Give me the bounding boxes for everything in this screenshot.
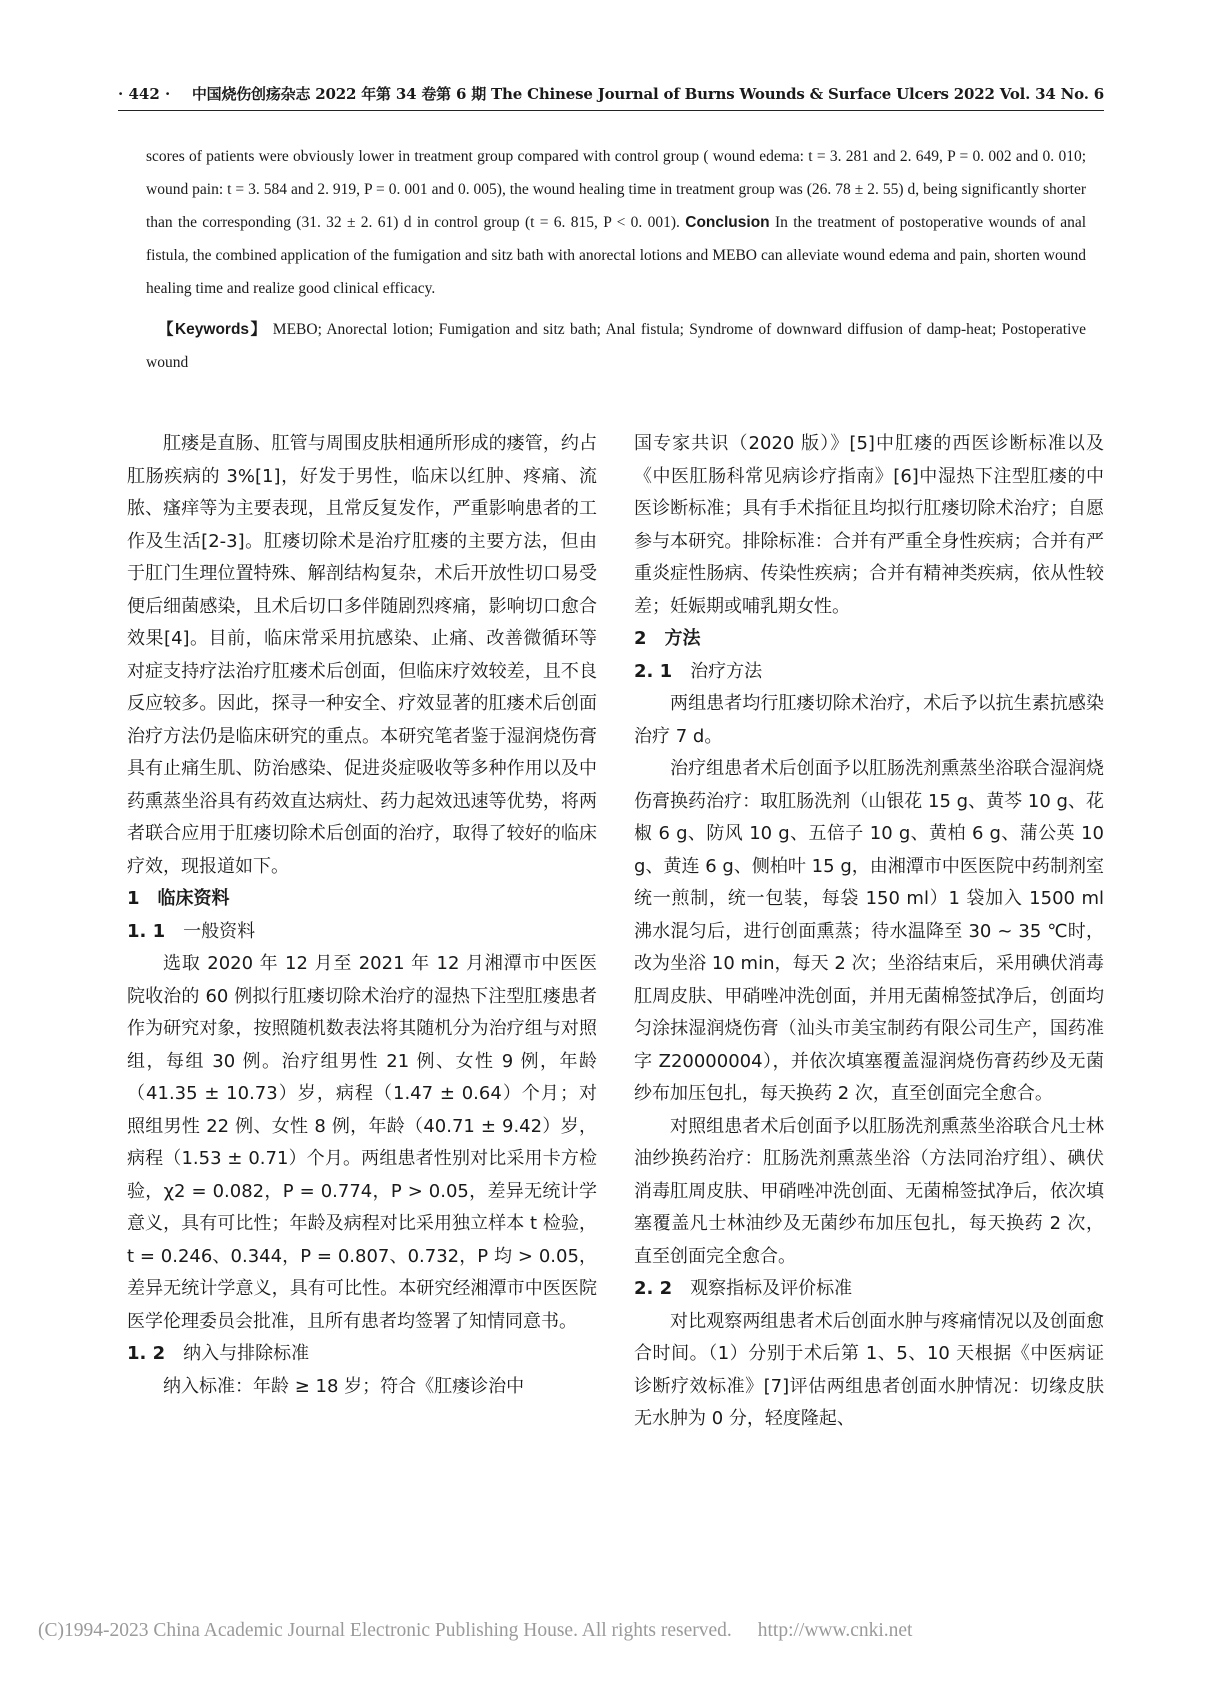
keywords — [146, 313, 1086, 379]
section-title: 方法 — [664, 628, 701, 649]
abstract-conclusion-text: In the treatment of postoperative wounds of anal fistula, the combined application of the fumigation and sitz bath with anorectal lotions and MEBO can alleviate wound edema and pain, shorten wound healing time and realize good clinical efficacy. — [146, 214, 1087, 297]
section-1-2-heading — [127, 1338, 597, 1371]
section-1-heading — [127, 883, 597, 916]
section-1-1-heading — [127, 916, 597, 949]
treatment-paragraph-3: 对照组患者术后创面予以肛肠洗剂熏蒸坐浴联合凡士林油纱换药治疗：肛肠洗剂熏蒸坐浴（方法同治疗组）、碘伏消毒肛周皮肤、甲硝唑冲洗创面、无菌棉签拭净后，依次填塞覆盖凡士林油纱及无菌纱布加压包扎，每天换药 2 次，直至创面完全愈合。 — [634, 1115, 1104, 1267]
intro-paragraph: 肛瘘是直肠、肛管与周围皮肤相通所形成的瘘管，约占肛肠疾病的 3%[1]，好发于男性，临床以红肿、疼痛、流脓、瘙痒等为主要表现，且常反复发作，严重影响患者的工作及生活[2-3]。肛瘘切除术是治疗肛瘘的主要方法，但由于肛门生理位置特殊、解剖结构复杂，术后开放性切口易受便后细菌感染，且术后切口多伴随剧烈疼痛，影响切口愈合效果[4]。目前，临床常采用抗感染、止痛、改善微循环等对症支持疗法治疗肛瘘术后创面，但临床疗效较差，且不良反应较多。因此，探寻一种安全、疗效显著的肛瘘术后创面治疗方法仍是临床研究的重点。本研究笔者鉴于湿润烧伤膏具有止痛生肌、防治感染、促进炎症吸收等多种作用以及中药熏蒸坐浴具有药效直达病灶、药力起效迅速等优势，将两者联合应用于肛瘘切除术后创面的治疗，取得了较好的临床疗效，现报道如下。 — [127, 433, 597, 877]
footer-url: http://www.cnki.net — [757, 1620, 913, 1641]
section-number: 1. 1 — [127, 920, 166, 942]
conclusion-label: Conclusion — [685, 214, 770, 231]
keywords-text: MEBO; Anorectal lotion; Fumigation and sitz bath; Anal fistula; Syndrome of downward diffusion of damp-heat; Postoperative wound — [146, 321, 1087, 371]
section-number: 2. 2 — [634, 1278, 673, 1299]
general-data-paragraph: 选取 2020 年 12 月至 2021 年 12 月湘潭市中医医院收治的 60 例拟行肛瘘切除术治疗的湿热下注型肛瘘患者作为研究对象，按照随机数表法将其随机分为治疗组与对照组，每组 30 例。治疗组男性 21 例、女性 9 例，年龄（41.35 ± 10.73）岁，病程（1.47 ± 0.64）个月；对照组男性 22 例、女性 8 例，年龄（40.71 ± 9.42）岁，病程（1.53 ± 0.71）个月。两组患者性别对比采用卡方检验，χ2 = 0.082，P = 0.774，P > 0.05，差异无统计学意义，具有可比性；年龄及病程对比采用独立样本 t 检验，t = 0.246、0.344，P = 0.807、0.732，P 均 > 0.05，差异无统计学意义，具有可比性。本研究经湘潭市中医医院医学伦理委员会批准，且所有患者均签署了知情同意书。 — [127, 953, 597, 1332]
section-number: 2. 1 — [634, 660, 673, 682]
treatment-paragraph-2: 治疗组患者术后创面予以肛肠洗剂熏蒸坐浴联合湿润烧伤膏换药治疗：取肛肠洗剂（山银花 15 g、黄芩 10 g、花椒 6 g、防风 10 g、五倍子 10 g、黄柏 6 g、蒲公英 10 g、黄连 6 g、侧柏叶 15 g，由湘潭市中医医院中药制剂室统一煎制，统一包装，每袋 150 ml）1 袋加入 1500 ml 沸水混匀后，进行创面熏蒸；待水温降至 30 ~ 35 ℃时，改为坐浴 10 min，每天 2 次；坐浴结束后，采用碘伏消毒肛周皮肤、甲硝唑冲洗创面，并用无菌棉签拭净后，创面均匀涂抹湿润烧伤膏（汕头市美宝制药有限公司生产，国药准字 Z20000004），并依次填塞覆盖湿润烧伤膏药纱及无菌纱布加压包扎，每天换药 2 次，直至创面完全愈合。 — [634, 758, 1104, 1104]
copyright-footer — [38, 1620, 1188, 1642]
section-number: 1. 2 — [127, 1343, 166, 1364]
section-title: 一般资料 — [183, 920, 256, 942]
right-column — [634, 428, 1104, 1436]
section-title: 纳入与排除标准 — [183, 1343, 310, 1364]
section-2-heading — [634, 623, 1104, 656]
abstract-text — [146, 140, 1086, 305]
inclusion-paragraph-start: 纳入标准：年龄 ≥ 18 岁；符合《肛瘘诊治中 — [163, 1375, 525, 1397]
section-number: 1 — [127, 888, 140, 909]
treatment-paragraph-1: 两组患者均行肛瘘切除术治疗，术后予以抗生素抗感染治疗 7 d。 — [634, 693, 1104, 747]
section-2-1-heading — [634, 656, 1104, 689]
section-2-2-heading — [634, 1273, 1104, 1306]
keywords-label: 【Keywords】 — [158, 321, 268, 338]
section-title: 观察指标及评价标准 — [690, 1278, 853, 1299]
abstract-block — [146, 140, 1086, 379]
section-title: 治疗方法 — [690, 660, 763, 682]
observation-paragraph: 对比观察两组患者术后创面水肿与疼痛情况以及创面愈合时间。（1）分别于术后第 1、5、10 天根据《中医病证诊断疗效标准》[7]评估两组患者创面水肿情况：切缘皮肤无水肿为 0 分，轻度隆起、 — [634, 1310, 1104, 1429]
section-title: 临床资料 — [157, 888, 230, 909]
left-column — [127, 428, 597, 1403]
section-number: 2 — [634, 628, 647, 649]
journal-title: 中国烧伤创疡杂志 2022 年第 34 卷第 6 期 The Chinese Journal of Burns Wounds & Surface Ulcers 2022 Vol. 34 No. 6 — [191, 85, 1104, 103]
copyright-text: (C)1994-2023 China Academic Journal Electronic Publishing House. All rights reserved. — [38, 1620, 732, 1641]
page-number: · 442 · — [118, 85, 171, 103]
abstract-results-text: scores of patients were obviously lower in treatment group compared with control group ( wound edema: t = 3. 281 and 2. 649, P = 0. 002 and 0. 010; wound pain: t = 3. 584 and 2. 919, P = 0. 001 and 0. 005), the wound healing time in treatment group was (26. 78 ± 2. 55) d, being significantly shorter than the corresponding (31. 32 ± 2. 61) d in control group (t = 6. 815, P < 0. 001). — [146, 148, 1086, 231]
inclusion-paragraph-continued: 国专家共识（2020 版）》[5]中肛瘘的西医诊断标准以及《中医肛肠科常见病诊疗指南》[6]中湿热下注型肛瘘的中医诊断标准；具有手术指征且均拟行肛瘘切除术治疗；自愿参与本研究。排除标准：合并有严重全身性疾病；合并有严重炎症性肠病、传染性疾病；合并有精神类疾病，依从性较差；妊娠期或哺乳期女性。 — [634, 433, 1104, 617]
header-rule — [118, 110, 1104, 111]
running-header — [118, 84, 1104, 112]
